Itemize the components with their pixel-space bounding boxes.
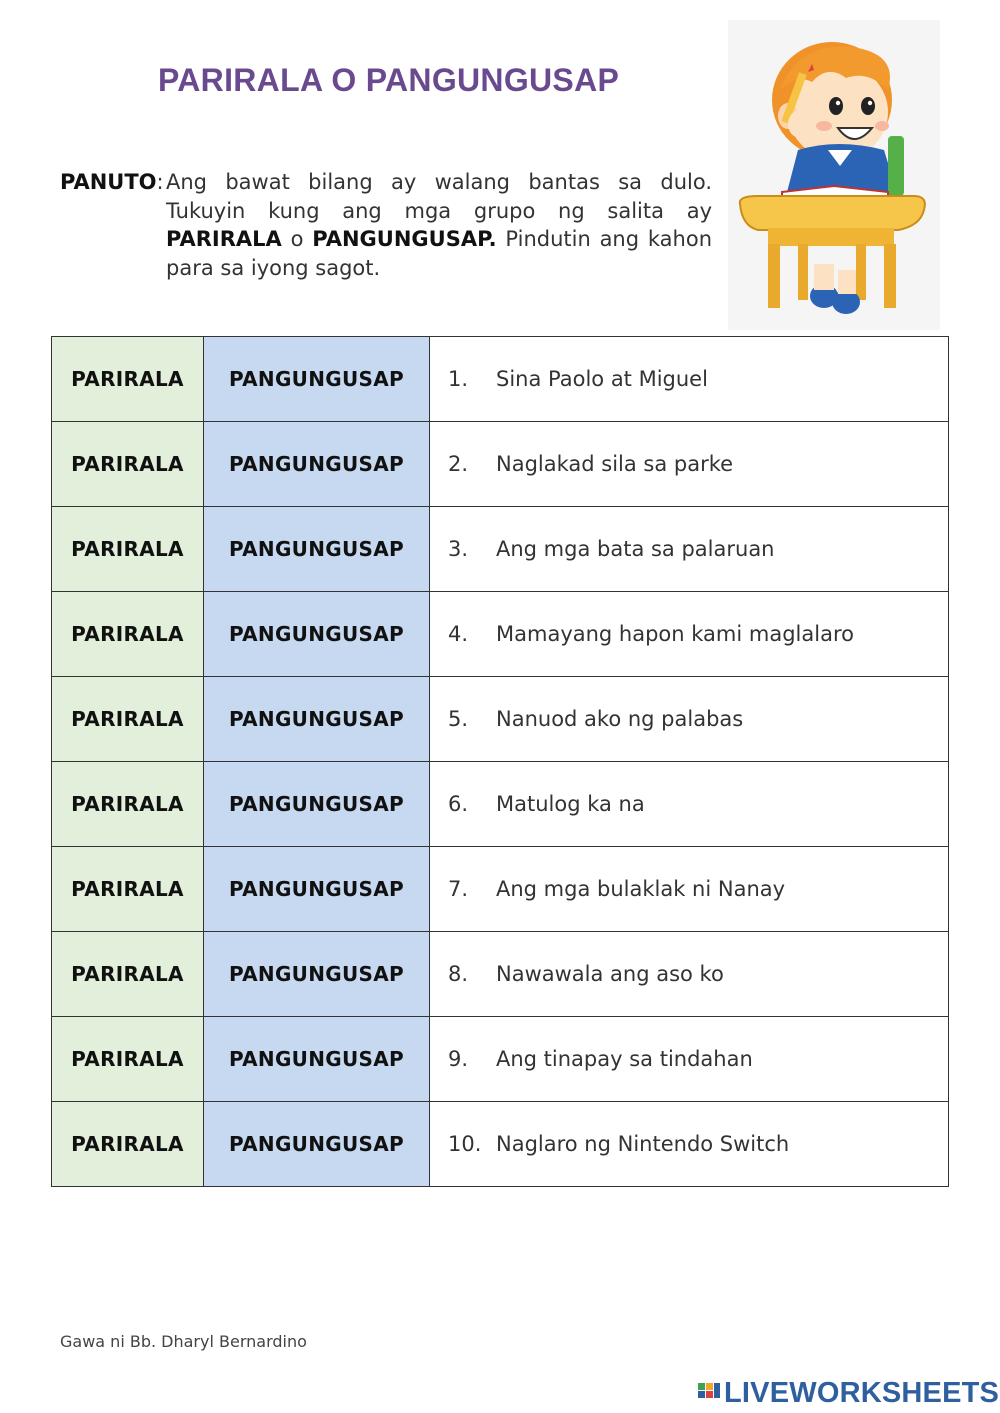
item-number	[430, 367, 496, 391]
item-cell	[430, 932, 949, 1017]
answer-parirala-button[interactable]: PARIRALA	[52, 847, 204, 932]
answer-parirala-button[interactable]: PARIRALA	[52, 592, 204, 677]
table-row	[52, 1102, 949, 1187]
item-cell	[430, 1102, 949, 1187]
table-row	[52, 932, 949, 1017]
answer-parirala-button[interactable]: PARIRALA	[52, 507, 204, 592]
item-cell	[430, 422, 949, 507]
answer-pangungusap-button[interactable]: PANGUNGUSAP	[204, 847, 430, 932]
item-text: Matulog ka na	[496, 792, 645, 816]
item-cell	[430, 507, 949, 592]
item-number-text: 2.	[448, 452, 469, 476]
answer-parirala-button[interactable]: PARIRALA	[52, 762, 204, 847]
brand-name: LIVEWORKSHEETS	[724, 1376, 1000, 1409]
item-cell	[430, 592, 949, 677]
answer-parirala-button[interactable]: PARIRALA	[52, 1017, 204, 1102]
item-number-text: 8.	[448, 962, 469, 986]
item-number	[430, 877, 496, 901]
answer-pangungusap-button[interactable]: PANGUNGUSAP	[204, 507, 430, 592]
table-row	[52, 847, 949, 932]
answer-table	[51, 336, 949, 1187]
instructions-option-b: PANGUNGUSAP.	[312, 227, 497, 251]
table-row	[52, 337, 949, 422]
table-row	[52, 677, 949, 762]
item-number	[430, 962, 496, 986]
answer-pangungusap-button[interactable]: PANGUNGUSAP	[204, 422, 430, 507]
answer-pangungusap-button[interactable]: PANGUNGUSAP	[204, 677, 430, 762]
item-number	[430, 707, 496, 731]
item-text: Ang mga bata sa palaruan	[496, 537, 775, 561]
table-row	[52, 507, 949, 592]
item-text: Nawawala ang aso ko	[496, 962, 724, 986]
table-row	[52, 422, 949, 507]
item-text: Ang tinapay sa tindahan	[496, 1047, 753, 1071]
author-credit: Gawa ni Bb. Dharyl Bernardino	[60, 1332, 307, 1351]
answer-pangungusap-button[interactable]: PANGUNGUSAP	[204, 1102, 430, 1187]
item-number	[430, 622, 496, 646]
item-number-text: 3.	[448, 537, 469, 561]
item-number	[430, 1047, 496, 1071]
page-title: PARIRALA O PANGUNGUSAP	[158, 62, 620, 98]
instructions-text	[166, 168, 712, 282]
item-text: Nanuod ako ng palabas	[496, 707, 744, 731]
item-number-text: 10.	[448, 1132, 482, 1156]
item-number	[430, 792, 496, 816]
table-row	[52, 592, 949, 677]
item-text: Sina Paolo at Miguel	[496, 367, 708, 391]
answer-parirala-button[interactable]: PARIRALA	[52, 1102, 204, 1187]
item-number-text: 9.	[448, 1047, 469, 1071]
student-illustration-svg	[728, 20, 940, 330]
item-cell	[430, 677, 949, 762]
item-number	[430, 537, 496, 561]
instructions-line2: Pindutin ang kahon para sa iyong sagot.	[166, 227, 713, 280]
item-number-text: 5.	[448, 707, 469, 731]
item-cell	[430, 337, 949, 422]
table-row	[52, 1017, 949, 1102]
answer-parirala-button[interactable]: PARIRALA	[52, 337, 204, 422]
item-number-text: 7.	[448, 877, 469, 901]
item-text: Naglakad sila sa parke	[496, 452, 734, 476]
liveworksheets-brand	[698, 1376, 999, 1410]
instructions-label: PANUTO	[60, 170, 157, 194]
item-cell	[430, 1017, 949, 1102]
answer-parirala-button[interactable]: PARIRALA	[52, 677, 204, 762]
answer-pangungusap-button[interactable]: PANGUNGUSAP	[204, 1017, 430, 1102]
answer-pangungusap-button[interactable]: PANGUNGUSAP	[204, 932, 430, 1017]
instructions-connector: o	[290, 227, 304, 251]
item-number	[430, 1132, 496, 1156]
item-number-text: 6.	[448, 792, 469, 816]
student-at-desk-illustration	[728, 20, 940, 330]
item-text: Mamayang hapon kami maglalaro	[496, 622, 854, 646]
instructions-option-a: PARIRALA	[166, 227, 282, 251]
item-cell	[430, 762, 949, 847]
liveworksheets-logo-icon	[698, 1381, 722, 1405]
answer-parirala-button[interactable]: PARIRALA	[52, 422, 204, 507]
answer-pangungusap-button[interactable]: PANGUNGUSAP	[204, 762, 430, 847]
instructions: PANUTO: Ang bawat bilang ay walang bantas sa dulo. Tukuyin kung ang mga grupo ng salita ay PARIRALA o PANGUNGUSAP. Pindutin ang kahon para sa iyong sagot.	[60, 168, 712, 197]
item-number	[430, 452, 496, 476]
item-number-text: 4.	[448, 622, 469, 646]
item-cell	[430, 847, 949, 932]
item-text: Ang mga bulaklak ni Nanay	[496, 877, 786, 901]
instructions-line1: Ang bawat bilang ay walang bantas sa dulo. Tukuyin kung ang mga grupo ng salita ay	[166, 170, 712, 223]
answer-parirala-button[interactable]: PARIRALA	[52, 932, 204, 1017]
answer-pangungusap-button[interactable]: PANGUNGUSAP	[204, 337, 430, 422]
item-number-text: 1.	[448, 367, 469, 391]
item-text: Naglaro ng Nintendo Switch	[496, 1132, 790, 1156]
answer-pangungusap-button[interactable]: PANGUNGUSAP	[204, 592, 430, 677]
table-row	[52, 762, 949, 847]
